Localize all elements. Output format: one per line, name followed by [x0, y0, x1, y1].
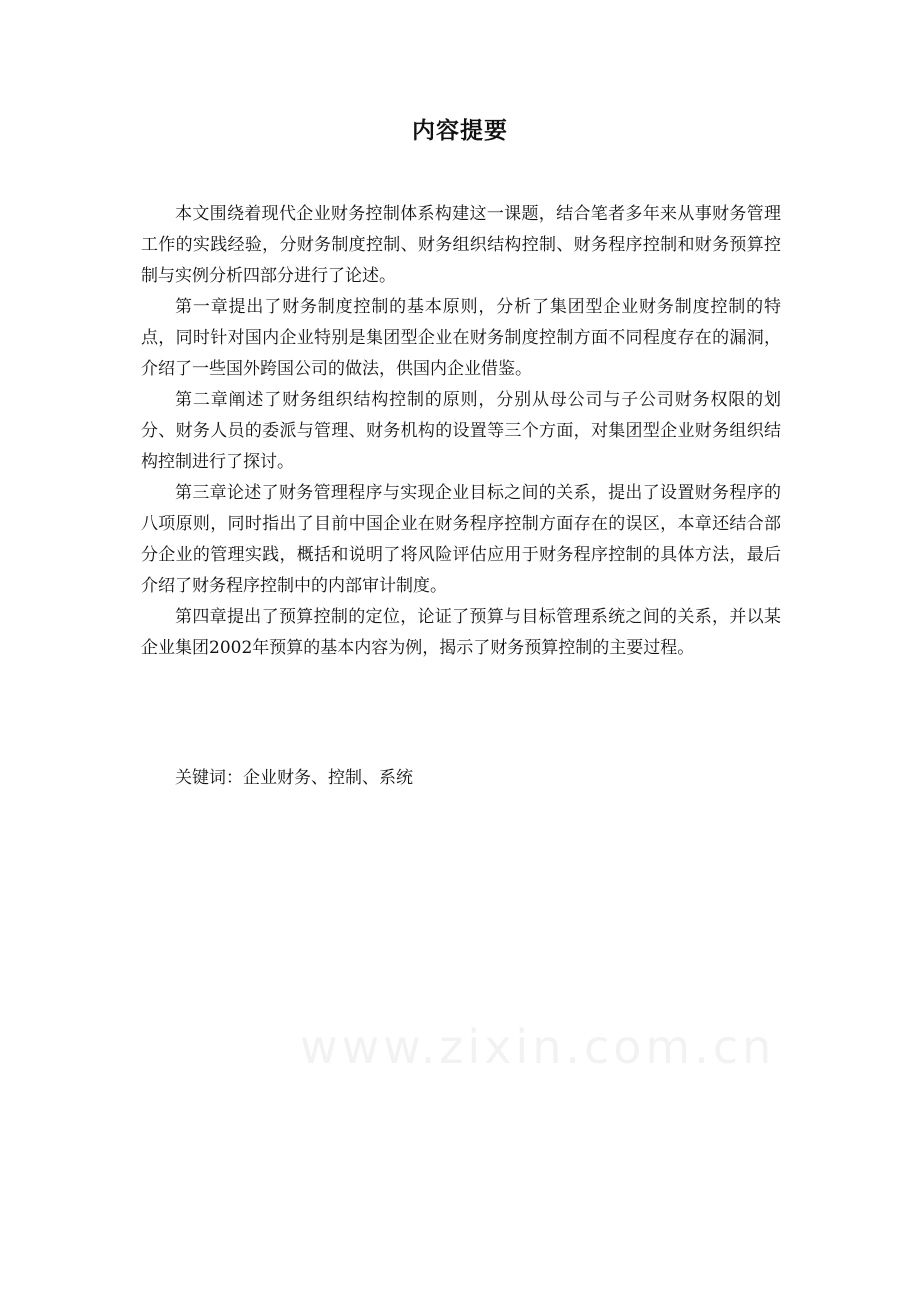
paragraph-intro: 本文围绕着现代企业财务控制体系构建这一课题，结合笔者多年来从事财务管理工作的实践经验，分财务制度控制、财务组织结构控制、财务程序控制和财务预算控制与实例分析四部分进行了论述。 [141, 204, 781, 286]
paragraph-chapter-2: 第二章阐述了财务组织结构控制的原则，分别从母公司与子公司财务权限的划分、财务人员的委派与管理、财务机构的设置等三个方面，对集团型企业财务组织结构控制进行了探讨。 [141, 390, 781, 472]
watermark: www.zixin.com.cn [300, 1020, 776, 1074]
keywords-line: 关键词：企业财务、控制、系统 [175, 768, 413, 788]
paragraph-chapter-4: 第四章提出了预算控制的定位，论证了预算与目标管理系统之间的关系，并以某企业集团2002年预算的基本内容为例，揭示了财务预算控制的主要过程。 [141, 607, 781, 658]
paragraph-chapter-1: 第一章提出了财务制度控制的基本原则，分析了集团型企业财务制度控制的特点，同时针对国内企业特别是集团型企业在财务制度控制方面不同程度存在的漏洞，介绍了一些国外跨国公司的做法，供国内企业借鉴。 [141, 297, 781, 379]
paragraph-chapter-3: 第三章论述了财务管理程序与实现企业目标之间的关系，提出了设置财务程序的八项原则，同时指出了目前中国企业在财务程序控制方面存在的误区，本章还结合部分企业的管理实践，概括和说明了将风险评估应用于财务程序控制的具体方法，最后介绍了财务程序控制中的内部审计制度。 [141, 483, 781, 596]
abstract-body [141, 199, 781, 664]
page-title: 内容提要 [412, 118, 508, 144]
